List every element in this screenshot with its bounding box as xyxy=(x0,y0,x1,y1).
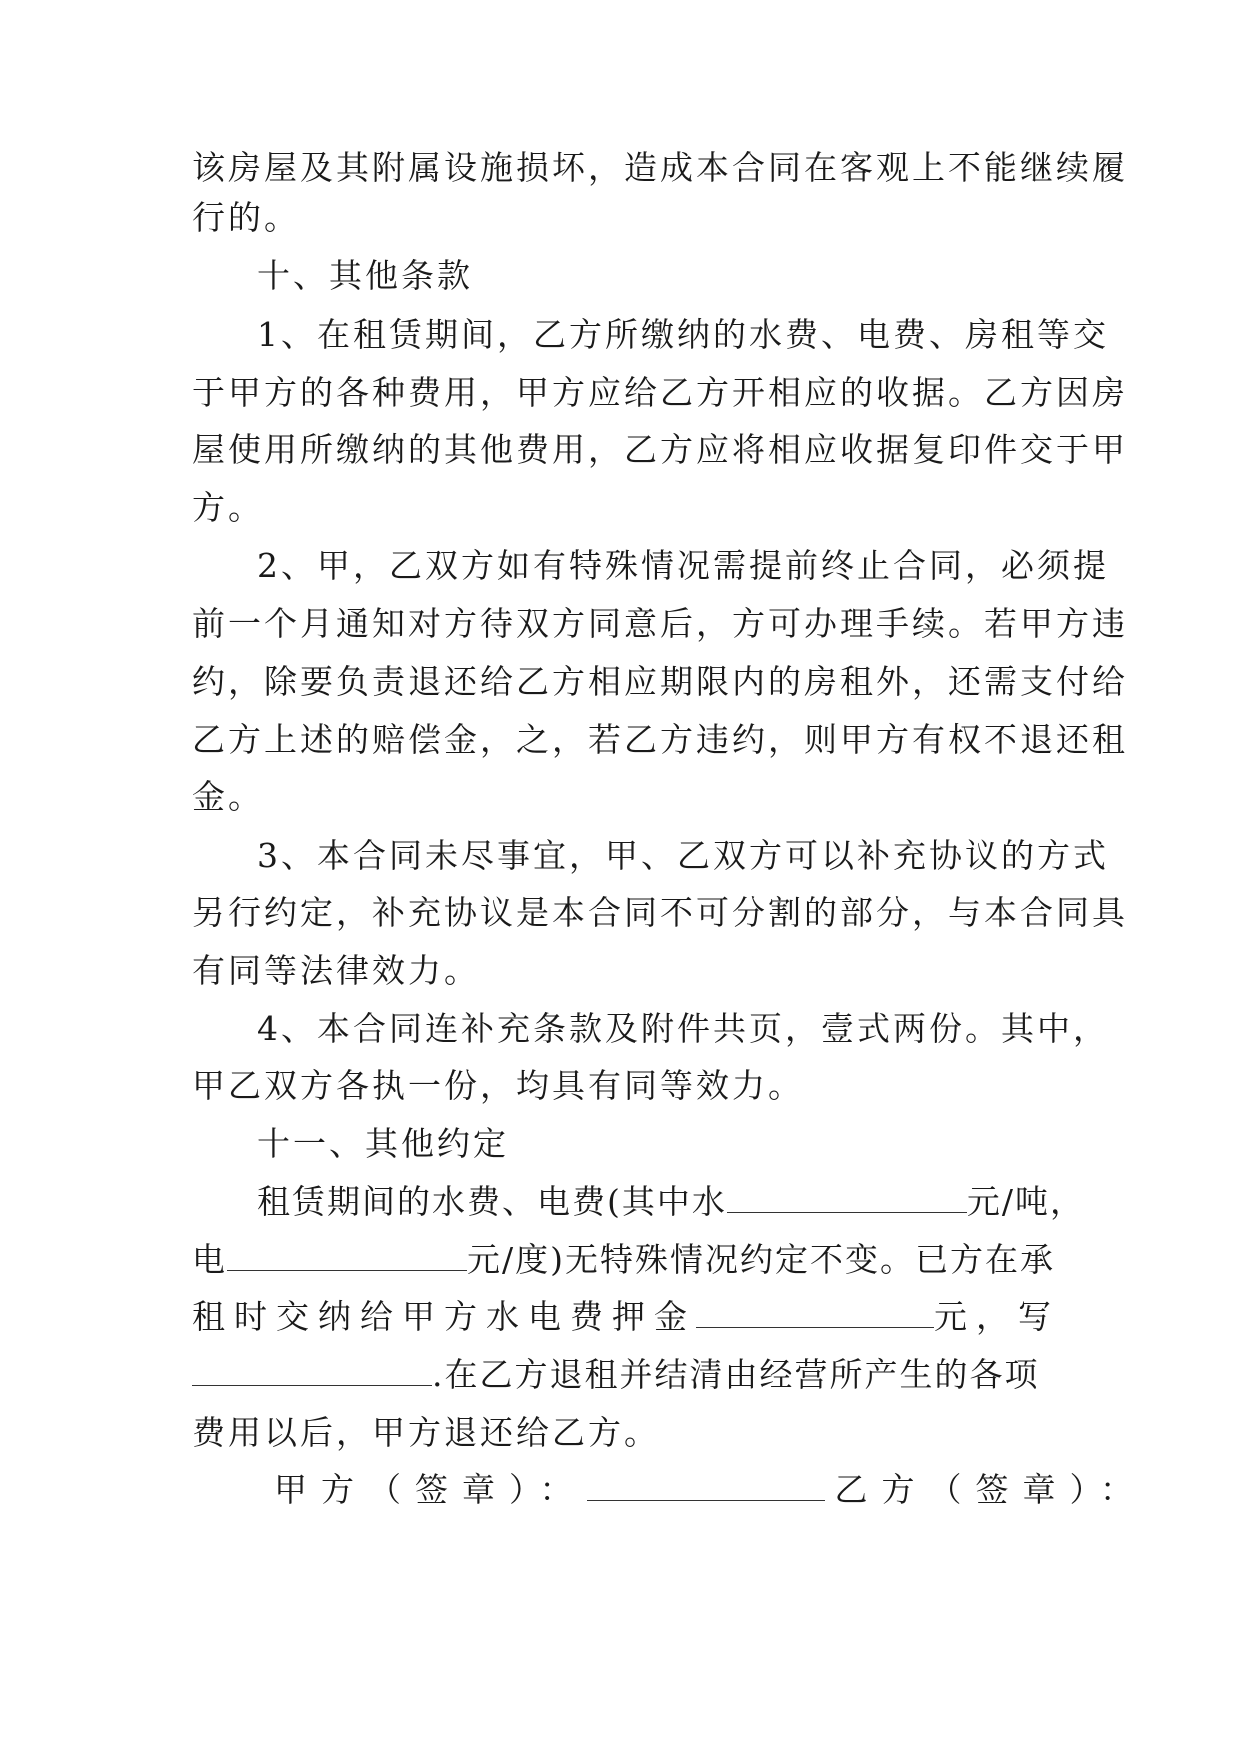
section-heading: 十、其他条款 xyxy=(257,256,473,295)
utility-text: 电 xyxy=(192,1240,227,1279)
utility-text: .在乙方退租并结清由经营所产生的各项 xyxy=(432,1355,1040,1394)
water-rate-blank xyxy=(727,1182,967,1213)
text-line: 金。 xyxy=(192,777,264,816)
signature-line xyxy=(274,1470,1147,1510)
text-line: 1、在租赁期间，乙方所缴纳的水费、电费、房租等交 xyxy=(257,315,1109,354)
deposit-words-blank xyxy=(192,1355,432,1386)
text-line: 2、甲，乙双方如有特殊情况需提前终止合同，必须提 xyxy=(257,546,1109,585)
text-line: 于甲方的各种费用，甲方应给乙方开相应的收据。乙方因房 xyxy=(192,373,1128,412)
text-line: 3、本合同未尽事宜，甲、乙双方可以补充协议的方式 xyxy=(257,836,1109,875)
utility-line-4 xyxy=(192,1355,1052,1395)
text-line: 行的。 xyxy=(192,198,300,237)
deposit-amount-blank xyxy=(696,1297,934,1328)
text-line: 方。 xyxy=(192,488,264,527)
text-line: 甲乙双方各执一份，均具有同等效力。 xyxy=(192,1066,804,1105)
text-line: 约，除要负责退还给乙方相应期限内的房租外，还需支付给 xyxy=(192,662,1128,701)
utility-line-1 xyxy=(257,1182,1085,1222)
party-a-signature-label: 甲方（签章）： xyxy=(274,1470,587,1509)
utility-text: 元，写 xyxy=(934,1297,1060,1336)
utility-text: 元/度)无特殊情况约定不变。已方在承 xyxy=(467,1240,1055,1279)
party-a-signature-blank xyxy=(587,1470,825,1501)
utility-line-3 xyxy=(192,1297,1060,1337)
text-line: 屋使用所缴纳的其他费用，乙方应将相应收据复印件交于甲 xyxy=(192,430,1128,469)
utility-line-2 xyxy=(192,1240,1055,1280)
text-line: 4、本合同连补充条款及附件共页，壹式两份。其中， xyxy=(257,1009,1109,1048)
text-line: 该房屋及其附属设施损坏，造成本合同在客观上不能继续履 xyxy=(192,148,1128,187)
utility-text: 租时交纳给甲方水电费押金 xyxy=(192,1297,696,1336)
section-heading: 十一、其他约定 xyxy=(257,1124,509,1163)
utility-text: 租赁期间的水费、电费(其中水 xyxy=(257,1182,727,1221)
party-b-signature-label: 乙方（签章）： xyxy=(834,1470,1147,1509)
text-line: 前一个月通知对方待双方同意后，方可办理手续。若甲方违 xyxy=(192,604,1128,643)
utility-text: 元/吨， xyxy=(966,1182,1085,1221)
text-line: 有同等法律效力。 xyxy=(192,951,480,990)
text-line: 另行约定，补充协议是本合同不可分割的部分，与本合同具 xyxy=(192,893,1128,932)
text-line: 费用以后，甲方退还给乙方。 xyxy=(192,1413,660,1452)
text-line: 乙方上述的赔偿金，之，若乙方违约，则甲方有权不退还租 xyxy=(192,720,1128,759)
electric-rate-blank xyxy=(227,1240,467,1271)
